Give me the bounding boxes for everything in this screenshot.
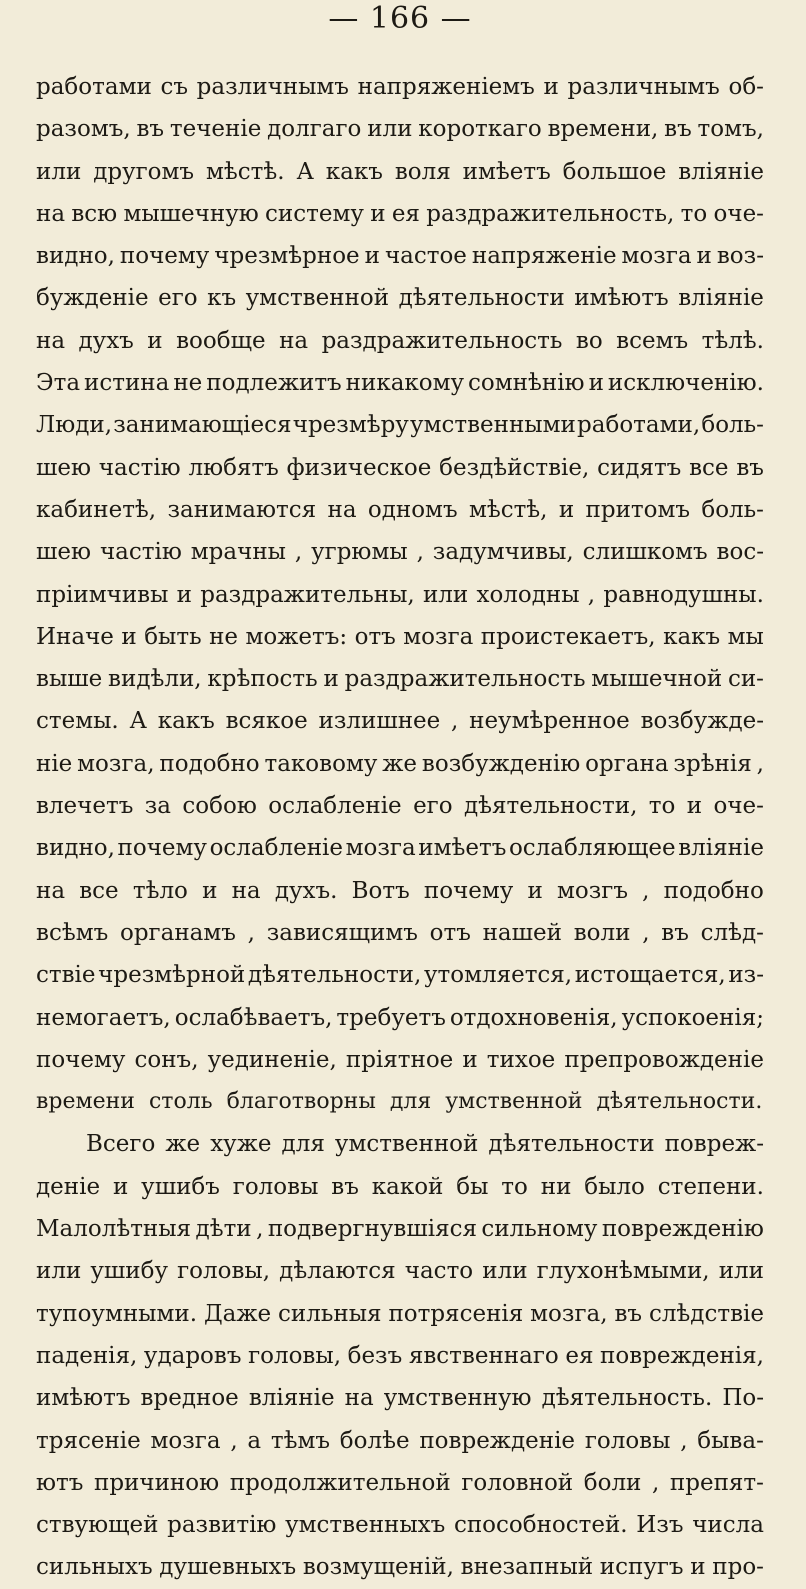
paragraph xyxy=(36,1123,764,1588)
text-line: влечетъ за собою ослабленіе его дѣятельности, то и оче- xyxy=(36,793,764,820)
text-line: пріимчивы и раздражительны, или холодны , равнодушны. xyxy=(36,581,764,608)
text-line: Иначе и быть не можетъ: отъ мозга проистекаетъ, какъ мы xyxy=(36,623,764,650)
text-line: ствующей развитію умственныхъ способностей. Изъ числа xyxy=(36,1512,764,1539)
text-line: имѣютъ вредное вліяніе на умственную дѣятельность. По- xyxy=(36,1385,764,1412)
text-line: паденія, ударовъ головы, безъ явственнаго ея поврежденія, xyxy=(36,1342,764,1369)
text-line: на всю мышечную систему и ея раздражительность, то оче- xyxy=(36,200,764,227)
text-line: ютъ причиною продолжительной головной боли , препят- xyxy=(36,1469,764,1496)
text-line: видно, почему ослабленіе мозга имѣетъ ослабляющее вліяніе xyxy=(36,835,764,862)
text-line: выше видѣли, крѣпость и раздражительность мышечной си- xyxy=(36,666,764,693)
text-line: шею частію мрачны , угрюмы , задумчивы, слишкомъ вос- xyxy=(36,539,764,566)
text-line: бужденіе его къ умственной дѣятельности имѣютъ вліяніе xyxy=(36,285,764,312)
text-line: или ушибу головы, дѣлаются часто или глухонѣмыми, или xyxy=(36,1258,764,1285)
text-body xyxy=(36,66,764,1589)
text-line: кабинетѣ, занимаются на одномъ мѣстѣ, и притомъ боль- xyxy=(36,496,764,523)
text-line: всѣмъ органамъ , зависящимъ отъ нашей воли , въ слѣд- xyxy=(36,919,764,946)
text-line: на духъ и вообще на раздражительность во всемъ тѣлѣ. xyxy=(36,327,764,354)
text-line: деніе и ушибъ головы въ какой бы то ни было степени. xyxy=(36,1173,764,1200)
text-line: ствіе чрезмѣрной дѣятельности, утомляется, истощается, из- xyxy=(36,962,764,989)
text-line: на все тѣло и на духъ. Вотъ почему и мозгъ , подобно xyxy=(36,877,764,904)
text-line: сильныхъ душевныхъ возмущеній, внезапный испугъ и про- xyxy=(36,1554,764,1581)
text-line: разомъ, въ теченіе долгаго или короткаго времени, въ томъ, xyxy=(36,116,764,143)
text-line: Эта истина не подлежитъ никакому сомнѣнію и исключенію. xyxy=(36,370,764,397)
text-line: немогаетъ, ослабѣваетъ, требуетъ отдохновенія, успокоенія; xyxy=(36,1004,764,1031)
paragraph xyxy=(36,66,764,1123)
text-line: шею частію любятъ физическое бездѣйствіе, сидятъ все въ xyxy=(36,454,764,481)
text-line: Люди, занимающіеся чрезмѣру умственными работами, боль- xyxy=(36,412,764,439)
text-line: времени столь благотворны для умственной дѣятельности. xyxy=(36,1089,763,1115)
page-number: — 166 — xyxy=(328,1,472,36)
text-line: ніе мозга, подобно таковому же возбужденію органа зрѣнія , xyxy=(36,750,764,777)
text-line: работами съ различнымъ напряженіемъ и различнымъ об- xyxy=(36,74,764,100)
text-line: тупоумными. Даже сильныя потрясенія мозга, въ слѣдствіе xyxy=(36,1300,764,1327)
text-line: почему сонъ, уединеніе, пріятное и тихое препровожденіе xyxy=(36,1046,764,1073)
text-line: или другомъ мѣстѣ. А какъ воля имѣетъ большое вліяніе xyxy=(36,158,764,185)
text-line: видно, почему чрезмѣрное и частое напряженіе мозга и воз- xyxy=(36,243,764,270)
text-line: стемы. А какъ всякое излишнее , неумѣренное возбужде- xyxy=(36,708,764,735)
text-line: Всего же хуже для умственной дѣятельности повреж- xyxy=(86,1131,764,1158)
text-line: Малолѣтныя дѣти , подвергнувшіяся сильному поврежденію xyxy=(36,1216,764,1243)
text-line: трясеніе мозга , а тѣмъ болѣе поврежденіе головы , быва- xyxy=(36,1427,764,1454)
